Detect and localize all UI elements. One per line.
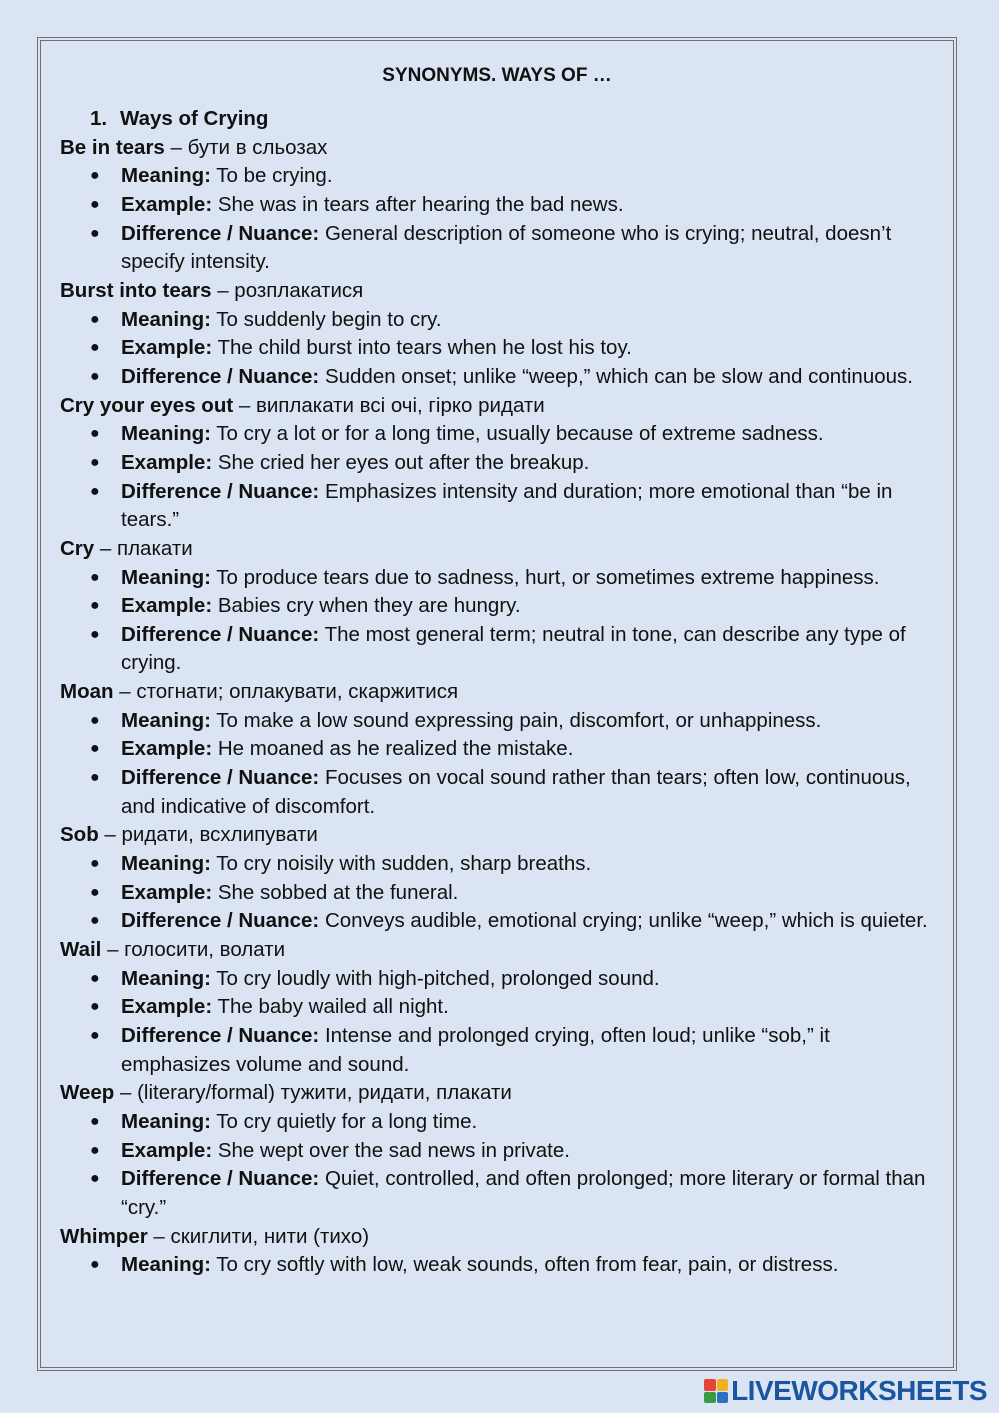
- difference-text: Intense and prolonged crying, often loud; unlike “sob,” it emphasizes volume and sound.: [121, 1024, 830, 1076]
- entry-heading: [60, 134, 940, 163]
- difference-label: Difference / Nuance:: [121, 1024, 320, 1047]
- entry-translation: – плакати: [94, 536, 193, 560]
- difference-label: Difference / Nuance:: [121, 1167, 320, 1191]
- example-label: Example:: [121, 995, 213, 1019]
- meaning-item: [60, 850, 940, 879]
- entry-details: [60, 965, 940, 1080]
- entry-details: [60, 162, 940, 277]
- entry-term: Cry: [60, 536, 95, 560]
- entry-translation: – розплакатися: [211, 278, 364, 302]
- difference-item: [60, 220, 940, 277]
- example-label: Example:: [121, 450, 213, 474]
- difference-label: Difference / Nuance:: [121, 364, 320, 388]
- liveworksheets-logo-icon: [704, 1379, 728, 1403]
- example-item: [60, 1137, 940, 1166]
- bullet-icon: ●: [90, 998, 100, 1016]
- entry-details: [60, 1251, 940, 1280]
- entry-term: Cry your eyes out: [60, 393, 234, 417]
- example-label: Example:: [121, 336, 213, 360]
- bullet-icon: ●: [90, 167, 100, 185]
- bullet-icon: ●: [90, 1141, 100, 1159]
- example-text: He moaned as he realized the mistake.: [217, 737, 574, 761]
- bullet-icon: ●: [90, 625, 100, 643]
- entry-translation: – ридати, всхлипувати: [98, 823, 318, 847]
- bullet-icon: ●: [90, 1027, 100, 1044]
- meaning-label: Meaning:: [121, 1109, 211, 1133]
- bullet-icon: ●: [90, 711, 100, 729]
- entry-heading: [60, 1079, 940, 1108]
- bullet-icon: ●: [90, 883, 100, 901]
- example-text: She was in tears after hearing the bad news.: [217, 192, 624, 216]
- bullet-icon: ●: [90, 769, 100, 787]
- entry-heading: [60, 936, 940, 965]
- difference-text: The most general term; neutral in tone, can describe any type of crying.: [121, 622, 906, 675]
- entry-translation: – голосити, волати: [101, 938, 286, 962]
- meaning-label: Meaning:: [121, 565, 211, 589]
- section-label: Ways of Crying: [120, 107, 269, 130]
- section-heading: [60, 105, 940, 134]
- entry-details: [60, 707, 940, 822]
- example-item: [60, 879, 940, 908]
- meaning-label: Meaning:: [121, 164, 211, 188]
- entry-translation: – скиглити, нити (тихо): [147, 1224, 370, 1248]
- example-label: Example:: [121, 737, 213, 761]
- example-item: [60, 592, 940, 621]
- meaning-text: To produce tears due to sadness, hurt, or sometimes extreme happiness.: [216, 565, 880, 589]
- meaning-item: [60, 564, 940, 593]
- example-label: Example:: [121, 1138, 213, 1162]
- meaning-item: [60, 420, 940, 449]
- meaning-text: To suddenly begin to cry.: [216, 307, 442, 331]
- meaning-item: [60, 162, 940, 191]
- bullet-icon: ●: [90, 195, 100, 213]
- meaning-label: Meaning:: [121, 708, 211, 732]
- entry-details: [60, 306, 940, 392]
- entry-details: [60, 1108, 940, 1223]
- meaning-text: To cry noisily with sudden, sharp breaths.: [216, 852, 592, 876]
- example-item: [60, 191, 940, 220]
- entry-translation: – бути в сльозах: [164, 135, 328, 159]
- meaning-item: [60, 707, 940, 736]
- entry-heading: [60, 1223, 940, 1252]
- entry-term: Whimper: [60, 1224, 148, 1248]
- entry-details: [60, 420, 940, 535]
- entry-heading: [60, 535, 940, 564]
- difference-text: Emphasizes intensity and duration; more emotional than “be in tears.”: [121, 479, 893, 532]
- difference-item: [60, 907, 940, 936]
- section-number: 1.: [90, 107, 108, 130]
- difference-item: [60, 764, 940, 821]
- entry-heading: [60, 821, 940, 850]
- page-title: SYNONYMS. WAYS OF …: [382, 65, 612, 86]
- difference-label: Difference / Nuance:: [121, 622, 320, 646]
- difference-item: [60, 363, 940, 392]
- bullet-icon: ●: [90, 482, 100, 500]
- meaning-item: [60, 965, 940, 994]
- bullet-icon: ●: [90, 453, 100, 471]
- meaning-item: [60, 306, 940, 335]
- bullet-icon: ●: [90, 339, 100, 357]
- example-text: She sobbed at the funeral.: [217, 880, 459, 904]
- example-label: Example:: [121, 594, 213, 618]
- example-item: [60, 449, 940, 478]
- difference-text: Conveys audible, emotional crying; unlike “weep,” which is quieter.: [324, 909, 928, 933]
- meaning-item: [60, 1108, 940, 1137]
- entry-term: Sob: [60, 823, 99, 847]
- worksheet-frame: [40, 40, 954, 1368]
- bullet-icon: ●: [90, 855, 100, 873]
- difference-label: Difference / Nuance:: [121, 909, 320, 933]
- difference-item: [60, 1165, 940, 1222]
- bullet-icon: ●: [90, 367, 100, 385]
- example-item: [60, 334, 940, 363]
- difference-label: Difference / Nuance:: [121, 221, 320, 245]
- bullet-icon: ●: [90, 1256, 100, 1274]
- bullet-icon: ●: [90, 224, 100, 242]
- entry-details: [60, 850, 940, 936]
- difference-text: Sudden onset; unlike “weep,” which can be slow and continuous.: [324, 364, 913, 388]
- bullet-icon: ●: [90, 912, 100, 930]
- bullet-icon: ●: [90, 568, 100, 586]
- meaning-text: To cry quietly for a long time.: [216, 1109, 478, 1133]
- example-text: Babies cry when they are hungry.: [217, 594, 521, 618]
- entry-translation: – стогнати; оплакувати, скаржитися: [113, 680, 459, 704]
- bullet-icon: ●: [90, 1170, 100, 1188]
- bullet-icon: ●: [90, 969, 100, 987]
- entry-details: [60, 564, 940, 679]
- example-text: The child burst into tears when he lost his toy.: [217, 336, 632, 360]
- watermark-text: LIVEWORKSHEETS: [731, 1375, 987, 1406]
- entry-translation: – (literary/formal) тужити, ридати, плакати: [114, 1081, 512, 1105]
- bullet-icon: ●: [90, 1112, 100, 1130]
- meaning-label: Meaning:: [121, 1253, 211, 1277]
- meaning-item: [60, 1251, 940, 1280]
- entry-term: Burst into tears: [60, 278, 212, 302]
- meaning-label: Meaning:: [121, 966, 211, 990]
- difference-text: Focuses on vocal sound rather than tears; often low, continuous, and indicative of discomfort.: [121, 766, 911, 818]
- difference-item: [60, 1022, 940, 1079]
- difference-label: Difference / Nuance:: [121, 479, 320, 503]
- entry-term: Weep: [60, 1081, 115, 1105]
- bullet-icon: ●: [90, 597, 100, 615]
- entry-translation: – виплакати всі очі, гірко ридати: [233, 393, 545, 417]
- entry-heading: [60, 277, 940, 306]
- entry-term: Be in tears: [60, 135, 165, 159]
- entry-heading: [60, 392, 940, 421]
- example-text: She cried her eyes out after the breakup.: [217, 450, 590, 474]
- example-label: Example:: [121, 880, 213, 904]
- entry-heading: [60, 678, 940, 707]
- meaning-text: To cry loudly with high-pitched, prolonged sound.: [216, 966, 660, 990]
- example-item: [60, 993, 940, 1022]
- entry-term: Moan: [60, 680, 114, 704]
- worksheet-content: [60, 105, 940, 1280]
- meaning-label: Meaning:: [121, 852, 211, 876]
- liveworksheets-watermark: [704, 1375, 987, 1407]
- bullet-icon: ●: [90, 425, 100, 443]
- meaning-text: To be crying.: [216, 164, 333, 188]
- bullet-icon: ●: [90, 740, 100, 758]
- meaning-label: Meaning:: [121, 422, 211, 446]
- meaning-text: To cry a lot or for a long time, usually because of extreme sadness.: [216, 422, 824, 446]
- example-text: The baby wailed all night.: [217, 995, 449, 1019]
- difference-text: Quiet, controlled, and often prolonged; more literary or formal than “cry.”: [121, 1167, 926, 1219]
- meaning-text: To cry softly with low, weak sounds, often from fear, pain, or distress.: [216, 1253, 839, 1277]
- bullet-icon: ●: [90, 310, 100, 328]
- difference-label: Difference / Nuance:: [121, 766, 320, 790]
- meaning-label: Meaning:: [121, 307, 211, 331]
- difference-item: [60, 621, 940, 678]
- example-item: [60, 735, 940, 764]
- difference-item: [60, 478, 940, 535]
- difference-text: General description of someone who is crying; neutral, doesn’t specify intensity.: [121, 221, 892, 274]
- entry-term: Wail: [60, 938, 102, 962]
- meaning-text: To make a low sound expressing pain, discomfort, or unhappiness.: [216, 708, 822, 732]
- example-label: Example:: [121, 192, 213, 216]
- example-text: She wept over the sad news in private.: [217, 1138, 570, 1162]
